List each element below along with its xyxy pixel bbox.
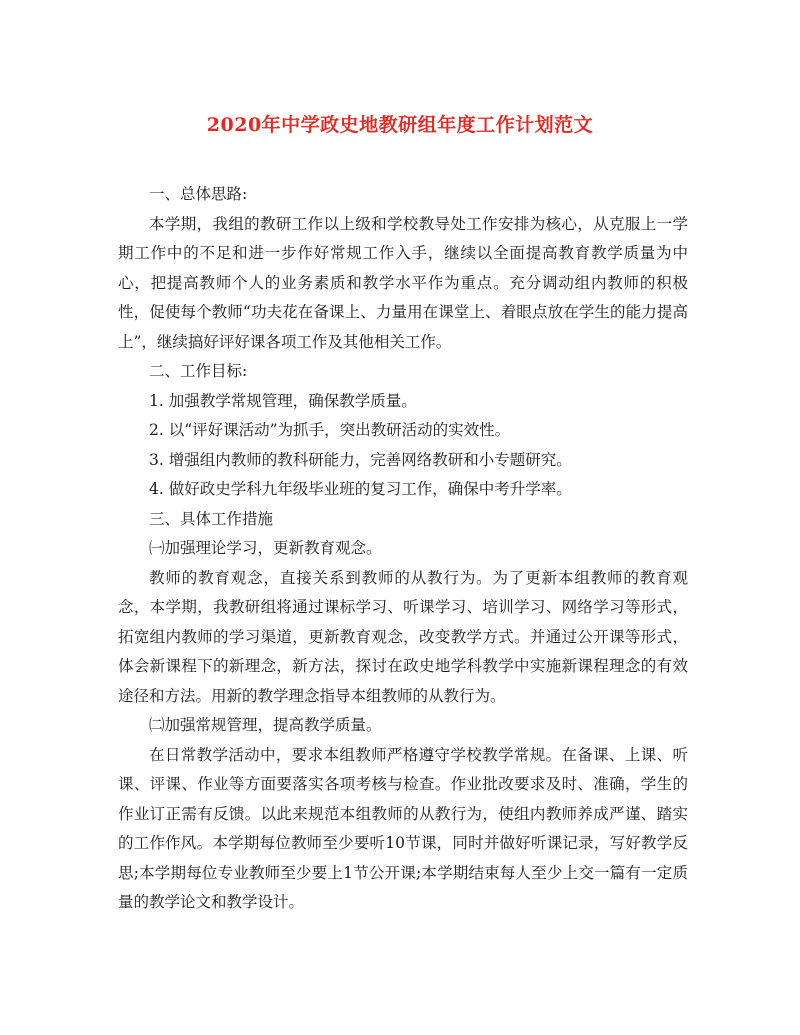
goal-item-2: 2. 以“评好课活动”为抓手，突出教研活动的实效性。 xyxy=(149,421,511,439)
subsection-heading-1: ㈠加强理论学习，更新教育观念。 xyxy=(149,539,382,557)
paragraph-overview: 本学期，我组的教研工作以上级和学校教导处工作安排为核心，从克服上一学期工作中的不足和进一步作好常规工作入手，继续以全面提高教育教学质量为中心，把提高教师个人的业务素质和教学水平作为重点。充分调动组内教师的积极性，促使每个教师“功夫花在备课上、力量用在课堂上、着眼点放在学生的能力提高上”，继续搞好评好课各项工作及其他相关工作。 xyxy=(118,214,688,351)
section-heading-2: 二、工作目标: xyxy=(149,362,248,380)
goal-item-1: 1. 加强教学常规管理，确保教学质量。 xyxy=(149,391,417,410)
paragraph-theory: 教师的教育观念，直接关系到教师的从教行为。为了更新本组教师的教育观念，本学期，我教研组将通过课标学习、听课学习、培训学习、网络学习等形式，拓宽组内教师的学习渠道，更新教育观念，改变教学方式。并通过公开课等形式，体会新课程下的新理念，新方法，探讨在政史地学科教学中实施新课程理念的有效途径和方法。用新的教学理念指导本组教师的从教行为。 xyxy=(118,568,688,705)
subsection-heading-2: ㈡加强常规管理，提高教学质量。 xyxy=(149,716,382,734)
document-title: 2020年中学政史地教研组年度工作计划范文 xyxy=(206,114,594,136)
document-body xyxy=(118,180,688,918)
paragraph-routine: 在日常教学活动中，要求本组教师严格遵守学校教学常规。在备课、上课、听课、评课、作业等方面要落实各项考核与检查。作业批改要求及时、准确，学生的作业订正需有反馈。以此来规范本组教师的从教行为，使组内教师养成严谨、踏实的工作作风。本学期每位教师至少要听10节课，同时并做好听课记录，写好教学反思;本学期每位专业教师至少要上1节公开课;本学期结束每人至少上交一篇有一定质量的教学论文和教学设计。 xyxy=(118,745,688,911)
section-heading-1: 一、总体思路: xyxy=(149,185,248,203)
section-heading-3: 三、具体工作措施 xyxy=(149,509,274,528)
goal-item-3: 3. 增强组内教师的教科研能力，完善网络教研和小专题研究。 xyxy=(149,450,572,469)
goal-item-4: 4. 做好政史学科九年级毕业班的复习工作，确保中考升学率。 xyxy=(149,480,572,498)
